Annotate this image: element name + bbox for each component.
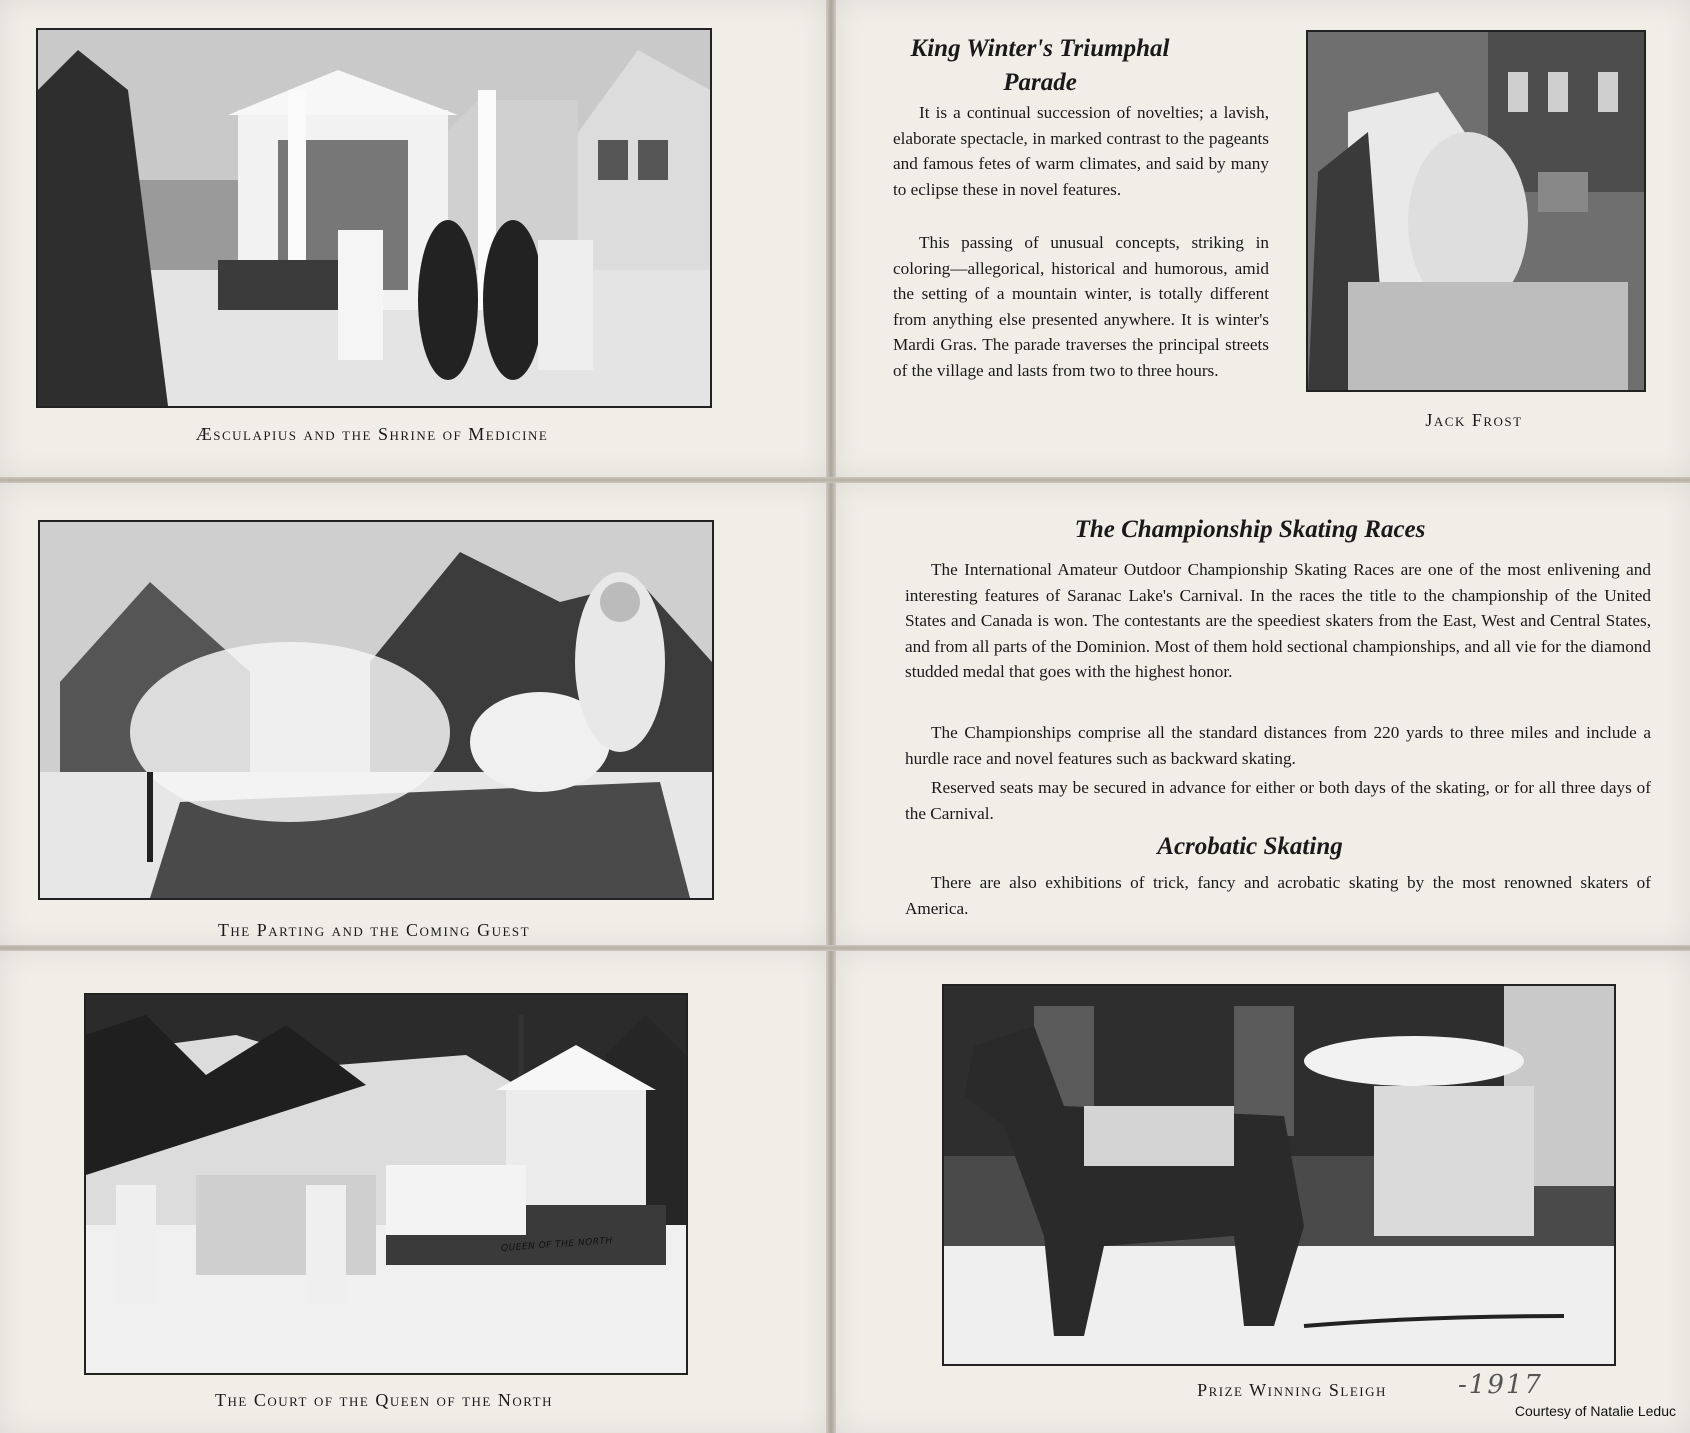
sleigh-banner-text: QUEEN OF THE NORTH xyxy=(500,1236,614,1254)
heading-king-winter xyxy=(890,32,1190,100)
parade-paragraph-1: It is a continual succession of novelties; a lavish, elaborate spectacle, in marked contrast to the pageants and famous fetes of warm climates, and said by many to eclipse these in novel features. xyxy=(893,103,1269,199)
caption-jack-frost: Jack Frost xyxy=(1425,410,1523,430)
heading-championship-skating: The Championship Skating Races xyxy=(1074,516,1426,543)
caption-queen-of-the-north: The Court of the Queen of the North xyxy=(215,1390,553,1410)
book-gutter xyxy=(826,0,836,1433)
photo-jack-frost xyxy=(1306,30,1646,392)
photo-queen-of-the-north xyxy=(84,993,688,1375)
photo-aesculapius-float xyxy=(36,28,712,408)
heading-acrobatic-skating: Acrobatic Skating xyxy=(1157,833,1343,860)
photo-credit: Courtesy of Natalie Leduc xyxy=(1514,1403,1676,1419)
caption-aesculapius: Æsculapius and the Shrine of Medicine xyxy=(195,424,549,444)
parade-paragraph-2: This passing of unusual concepts, striking in coloring—allegorical, historical and humorous, amid the setting of a mountain winter, is totally different from anything else presented anywhere. It is winter's Mardi Gras. The parade traverses the principal streets of the village and lasts from two to three hours. xyxy=(893,233,1269,380)
photo-parting-coming-guest xyxy=(38,520,714,900)
heading-king-winter-line1: King Winter's Triumphal xyxy=(910,35,1170,62)
fold-line-lower xyxy=(0,945,1690,951)
heading-king-winter-line2: Parade xyxy=(1003,69,1077,96)
caption-parting-coming-guest: The Parting and the Coming Guest xyxy=(217,920,531,940)
skating-paragraph-2: The Championships comprise all the standard distances from 220 yards to three miles and include a hurdle race and novel features such as backward skating. xyxy=(905,723,1651,768)
skating-paragraph-1: The International Amateur Outdoor Championship Skating Races are one of the most enlivening and interesting features of Saranac Lake's Carnival. In the races the title to the championship of the United States and Canada is won. The contestants are the speediest skaters from the East, West and Central States, and from all parts of the Dominion. Most of them hold sectional championships, and all vie for the diamond studded medal that goes with the highest honor. xyxy=(905,560,1651,681)
skating-paragraph-4: There are also exhibitions of trick, fancy and acrobatic skating by the most renowned skaters of America. xyxy=(905,873,1651,918)
fold-line-upper xyxy=(0,477,1690,483)
caption-prize-winning-sleigh: Prize Winning Sleigh xyxy=(1197,1380,1387,1400)
skating-paragraph-3: Reserved seats may be secured in advance for either or both days of the skating, or for all three days of the Carnival. xyxy=(905,778,1651,823)
photo-prize-winning-sleigh xyxy=(942,984,1616,1366)
handwritten-year: -1917 xyxy=(1458,1370,1543,1400)
